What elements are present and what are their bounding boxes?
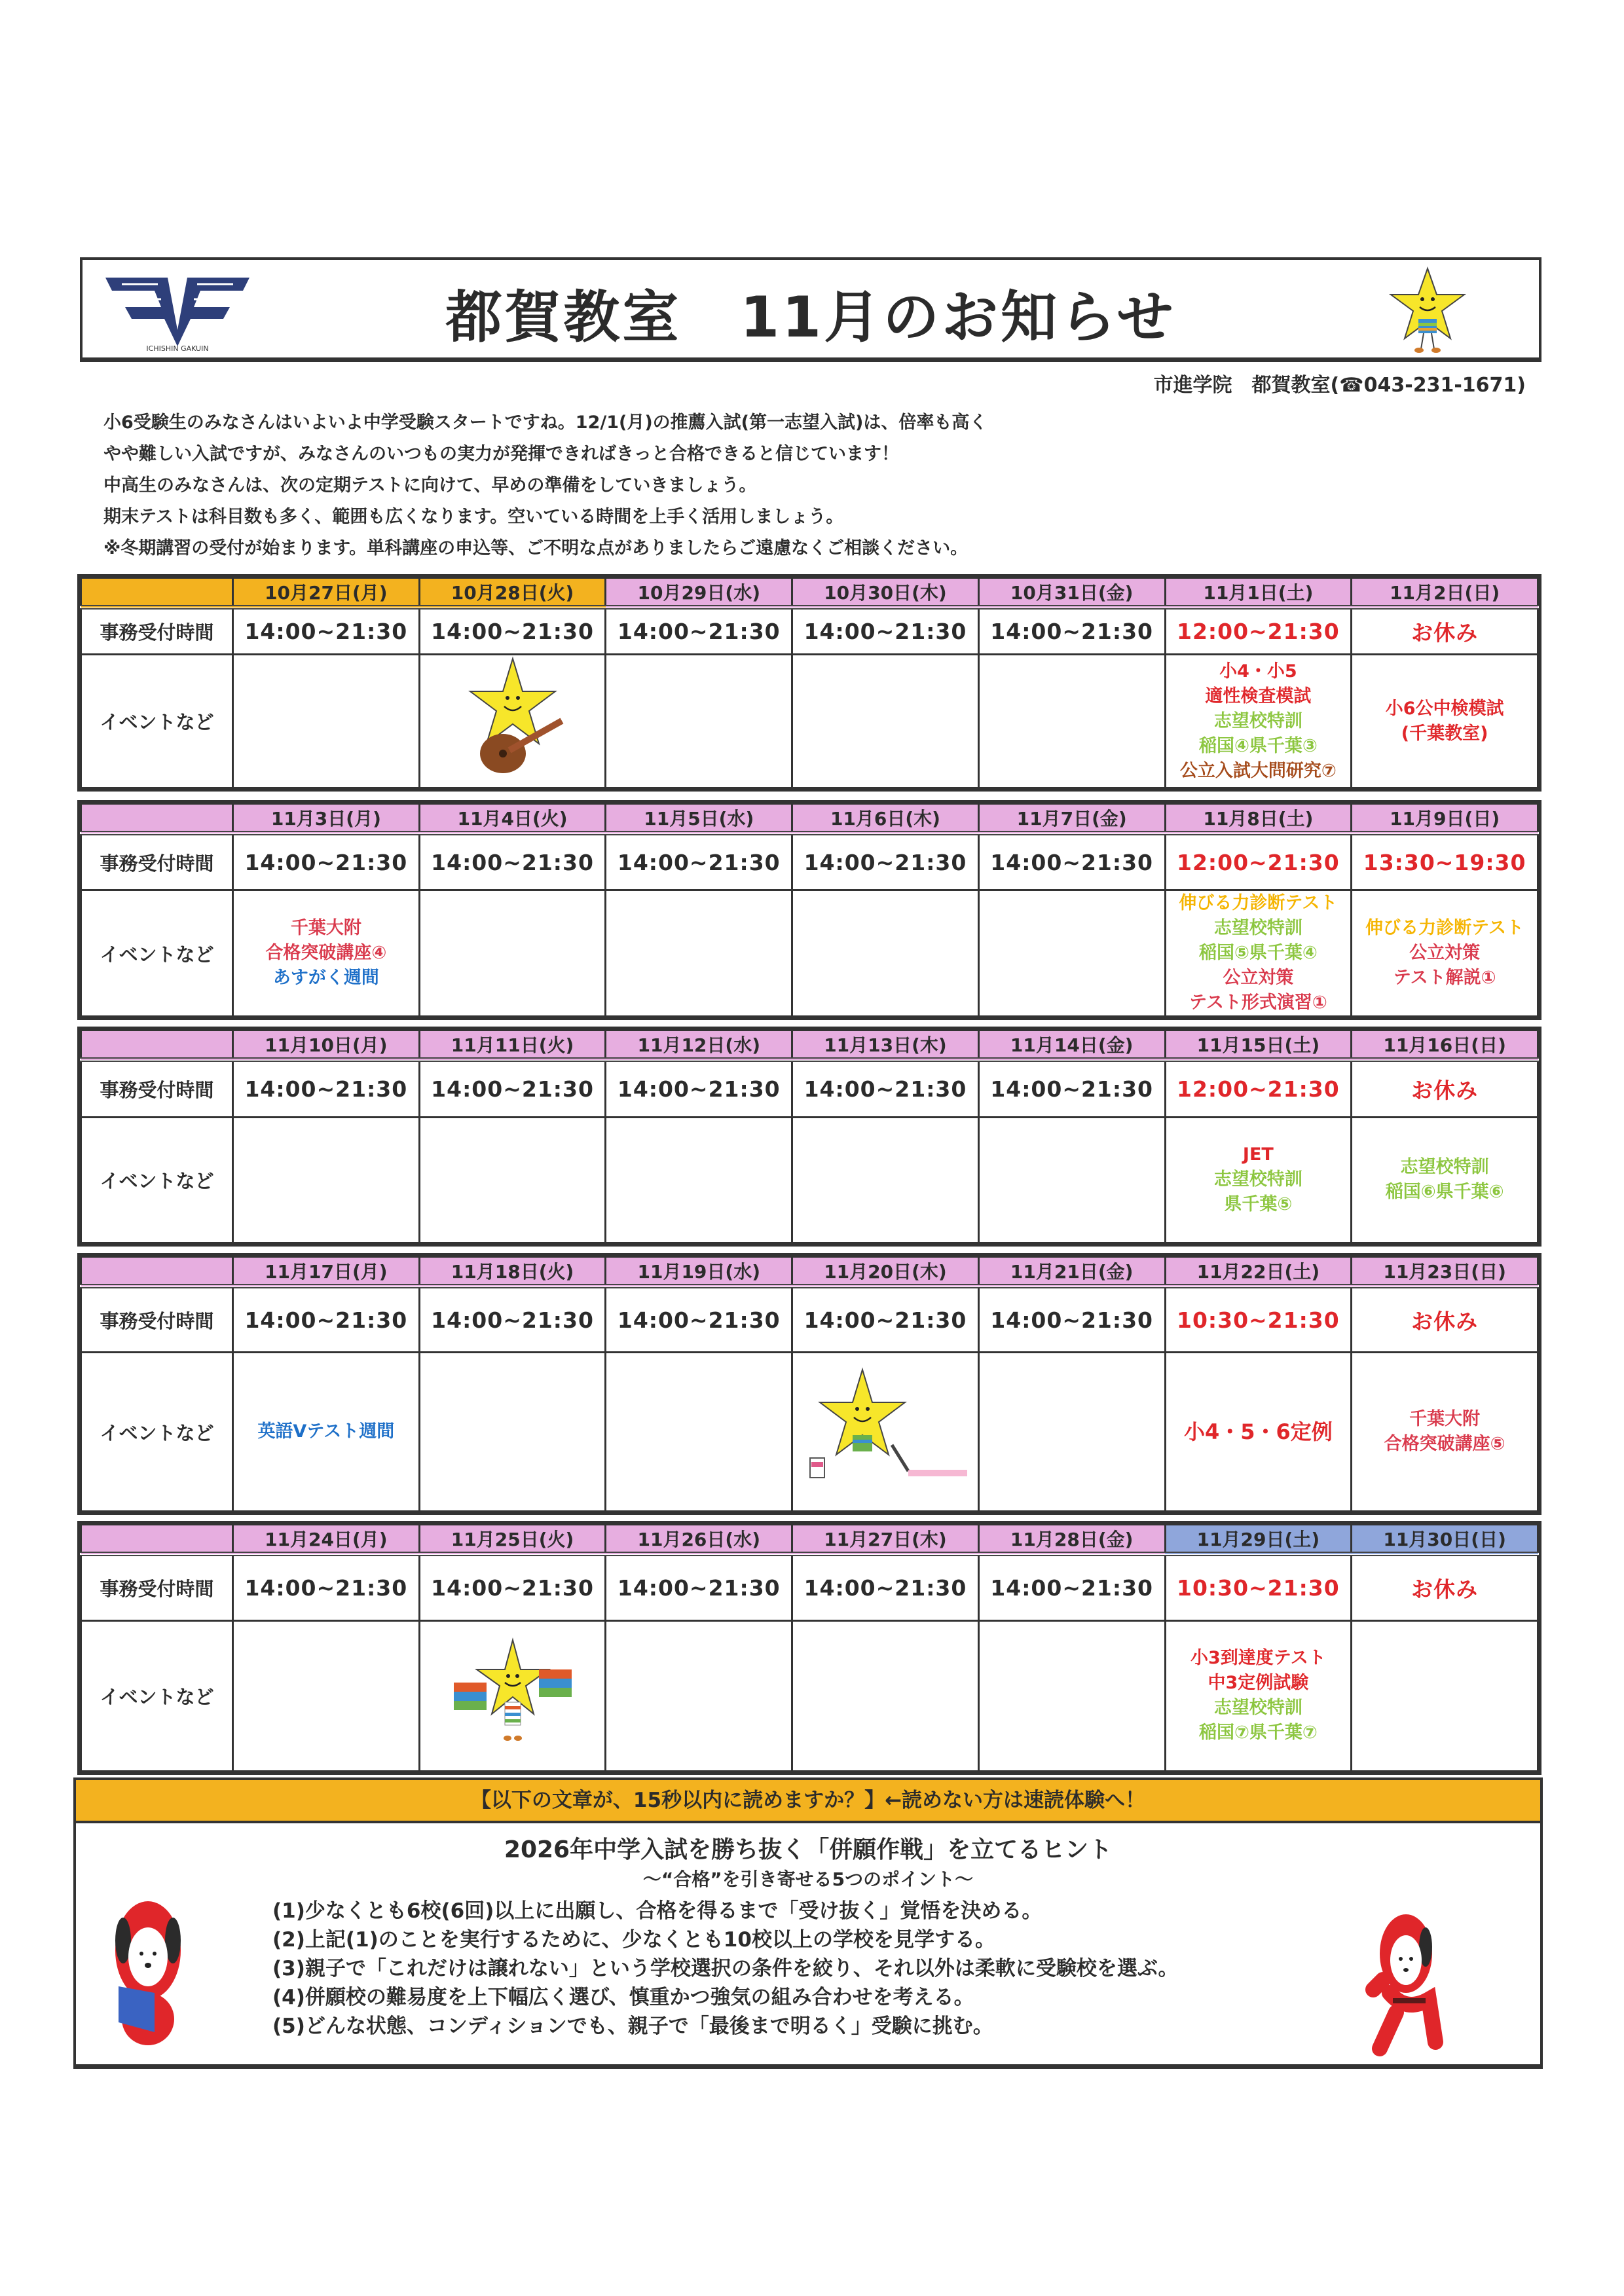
event-item: 伸びる力診断テスト (1365, 918, 1524, 938)
day-header: 11月18日(火) (419, 1257, 606, 1286)
event-item: 合格突破講座⑤ (1384, 1434, 1505, 1455)
day-header: 11月16日(日) (1352, 1030, 1538, 1060)
office-hours-cell: 13:30~19:30 (1352, 833, 1538, 890)
week-block (77, 574, 1541, 792)
office-hours-label: 事務受付時間 (81, 833, 233, 890)
office-hours-cell: お休み (1352, 608, 1538, 655)
day-header: 11月24日(月) (233, 1525, 420, 1554)
office-hours-cell: お休み (1352, 1286, 1538, 1353)
strategy-point: (5)どんな状態、コンディションでも、親子で「最後まで明るく」受験に挑む。 (272, 2014, 993, 2038)
page-title: 都賀教室 11月のお知らせ (445, 285, 1176, 350)
office-hours-cell: 14:00~21:30 (606, 833, 792, 890)
corner-cell (81, 804, 233, 833)
office-hours-cell: 14:00~21:30 (419, 833, 606, 890)
event-item: 英語Vテスト週間 (257, 1421, 395, 1442)
day-header: 11月19日(水) (606, 1257, 792, 1286)
event-item: 小4・小5 (1219, 661, 1297, 682)
event-item: JET (1242, 1144, 1274, 1165)
intro-message (103, 407, 1511, 564)
office-hours-label: 事務受付時間 (81, 1286, 233, 1353)
events-cell (978, 1117, 1165, 1243)
day-header: 11月27日(木) (792, 1525, 979, 1554)
day-header: 11月11日(火) (419, 1030, 606, 1060)
day-header: 11月1日(土) (1165, 578, 1352, 608)
event-item: 稲国⑦県千葉⑦ (1199, 1722, 1318, 1743)
day-header: 11月5日(水) (606, 804, 792, 833)
day-header: 11月28日(金) (978, 1525, 1165, 1554)
day-header: 11月21日(金) (978, 1257, 1165, 1286)
events-cell (233, 655, 420, 788)
events-cell (792, 1353, 979, 1512)
star-mascot-icon (1388, 265, 1467, 357)
day-header: 11月6日(木) (792, 804, 979, 833)
office-hours-cell: 14:00~21:30 (606, 1286, 792, 1353)
day-header: 11月4日(火) (419, 804, 606, 833)
events-cell (1352, 890, 1538, 1017)
events-cell (606, 1117, 792, 1243)
office-hours-cell: 14:00~21:30 (606, 1060, 792, 1118)
office-hours-cell: 14:00~21:30 (792, 833, 979, 890)
strategy-point: (4)併願校の難易度を上下幅広く選び、慎重かつ強気の組み合わせを考える。 (272, 1986, 974, 2009)
office-hours-cell: 12:00~21:30 (1165, 833, 1352, 890)
star-guitar-icon (457, 655, 568, 787)
day-header: 10月27日(月) (233, 578, 420, 608)
office-hours-cell: 14:00~21:30 (978, 608, 1165, 655)
strategy-point: (2)上記(1)のことを実行するために、少なくとも10校以上の学校を見学する。 (272, 1928, 995, 1952)
corner-cell (81, 1257, 233, 1286)
events-cell (1165, 1117, 1352, 1243)
events-cell (419, 890, 606, 1017)
intro-line: 期末テストは科目数も多く、範囲も広くなります。空いている時間を上手く活用しましょう。 (103, 507, 844, 527)
day-header: 11月20日(木) (792, 1257, 979, 1286)
event-item: 伸びる力診断テスト (1179, 893, 1338, 913)
day-header: 11月9日(日) (1352, 804, 1538, 833)
event-item: 志望校特訓 (1400, 1157, 1489, 1178)
day-header: 11月14日(金) (978, 1030, 1165, 1060)
event-item: 小3到達度テスト (1190, 1648, 1326, 1669)
events-cell (792, 1117, 979, 1243)
event-item: (千葉教室) (1401, 723, 1488, 744)
event-item: 千葉大附 (1409, 1409, 1481, 1430)
events-label: イベントなど (81, 890, 233, 1017)
dog-mascot-reading-icon (109, 1895, 194, 2049)
office-hours-cell: 14:00~21:30 (419, 1286, 606, 1353)
day-header: 10月29日(水) (606, 578, 792, 608)
event-item: 稲国⑥県千葉⑥ (1385, 1182, 1504, 1203)
events-cell (419, 655, 606, 788)
office-hours-cell: 12:00~21:30 (1165, 1060, 1352, 1118)
corner-cell (81, 1525, 233, 1554)
events-cell (1165, 1353, 1352, 1512)
events-cell (419, 1620, 606, 1771)
speed-reading-title: 2026年中学入試を勝ち抜く「併願作戦」を立てるヒント (504, 1836, 1113, 1863)
events-label: イベントなど (81, 655, 233, 788)
event-item: 中3定例試験 (1208, 1673, 1309, 1694)
event-item: 志望校特訓 (1213, 710, 1302, 731)
events-cell (1165, 890, 1352, 1017)
day-header: 11月13日(木) (792, 1030, 979, 1060)
event-item: 合格突破講座④ (265, 943, 387, 963)
event-item: テスト形式演習① (1189, 993, 1327, 1013)
school-contact: 市進学院 都賀教室(☎043-231-1671) (1153, 374, 1526, 397)
event-item: あすがく週間 (272, 968, 379, 988)
event-item: 小6公中検模試 (1385, 698, 1504, 719)
office-hours-cell: 14:00~21:30 (792, 1060, 979, 1118)
strategy-points-list (272, 1897, 1179, 2041)
events-cell (1165, 655, 1352, 788)
event-item: 志望校特訓 (1213, 1169, 1302, 1190)
office-hours-cell: 14:00~21:30 (978, 1060, 1165, 1118)
event-item: 公立対策 (1409, 943, 1481, 963)
day-header: 11月17日(月) (233, 1257, 420, 1286)
event-item: 小4・5・6定例 (1183, 1419, 1333, 1445)
office-hours-cell: 14:00~21:30 (233, 1060, 420, 1118)
event-item: 稲国④県千葉③ (1199, 735, 1318, 756)
day-header: 11月3日(月) (233, 804, 420, 833)
events-label: イベントなど (81, 1353, 233, 1512)
office-hours-cell: 14:00~21:30 (792, 1554, 979, 1621)
office-hours-cell: 14:00~21:30 (606, 608, 792, 655)
events-cell (606, 655, 792, 788)
office-hours-cell: 14:00~21:30 (233, 833, 420, 890)
day-header: 10月28日(火) (419, 578, 606, 608)
events-cell (792, 655, 979, 788)
page-header (80, 257, 1541, 362)
events-cell (419, 1353, 606, 1512)
day-header: 11月29日(土) (1165, 1525, 1352, 1554)
events-cell (1352, 1117, 1538, 1243)
events-cell (978, 1353, 1165, 1512)
day-header: 11月12日(水) (606, 1030, 792, 1060)
office-hours-cell: 10:30~21:30 (1165, 1554, 1352, 1621)
event-item: 適性検査模試 (1205, 685, 1312, 706)
office-hours-cell: 14:00~21:30 (978, 1286, 1165, 1353)
week-block (77, 1253, 1541, 1515)
office-hours-cell: 12:00~21:30 (1165, 608, 1352, 655)
office-hours-label: 事務受付時間 (81, 1554, 233, 1621)
office-hours-cell: 14:00~21:30 (233, 608, 420, 655)
dog-mascot-ninja-icon (1363, 1908, 1449, 2062)
day-header: 11月30日(日) (1352, 1525, 1538, 1554)
events-cell (978, 1620, 1165, 1771)
office-hours-cell: お休み (1352, 1554, 1538, 1621)
events-cell (606, 890, 792, 1017)
week-block (77, 800, 1541, 1020)
events-cell (978, 890, 1165, 1017)
office-hours-cell: 14:00~21:30 (978, 833, 1165, 890)
event-item: 稲国⑤県千葉④ (1199, 943, 1318, 963)
day-header: 11月10日(月) (233, 1030, 420, 1060)
event-item: 千葉大附 (290, 918, 361, 938)
events-cell (1352, 655, 1538, 788)
office-hours-cell: 14:00~21:30 (233, 1286, 420, 1353)
events-cell (792, 1620, 979, 1771)
office-hours-cell: 14:00~21:30 (792, 1286, 979, 1353)
office-hours-cell: 14:00~21:30 (792, 608, 979, 655)
event-item: 公立入試大問研究⑦ (1179, 760, 1337, 781)
day-header: 11月7日(金) (978, 804, 1165, 833)
event-item: 県千葉⑤ (1224, 1194, 1293, 1215)
events-cell (606, 1620, 792, 1771)
day-header: 11月22日(土) (1165, 1257, 1352, 1286)
office-hours-cell: 14:00~21:30 (419, 608, 606, 655)
office-hours-cell: お休み (1352, 1060, 1538, 1118)
events-label: イベントなど (81, 1620, 233, 1771)
office-hours-cell: 14:00~21:30 (606, 1554, 792, 1621)
day-header: 11月25日(火) (419, 1525, 606, 1554)
strategy-point: (1)少なくとも6校(6回)以上に出願し、合格を得るまで「受け抜く」覚悟を決める。 (272, 1899, 1043, 1923)
day-header: 10月31日(金) (978, 578, 1165, 608)
svg-text:ICHISHIN GAKUIN: ICHISHIN GAKUIN (146, 344, 209, 353)
day-header: 11月23日(日) (1352, 1257, 1538, 1286)
office-hours-cell: 14:00~21:30 (233, 1554, 420, 1621)
star-books-icon (447, 1637, 578, 1755)
events-cell (1165, 1620, 1352, 1771)
office-hours-cell: 14:00~21:30 (978, 1554, 1165, 1621)
event-item: 志望校特訓 (1213, 918, 1302, 938)
events-cell (233, 1117, 420, 1243)
speed-reading-subtitle: ～“合格”を引き寄せる5つのポイント～ (642, 1868, 974, 1890)
intro-line: 小6受験生のみなさんはいよいよ中学受験スタートですね。12/1(月)の推薦入試(第一志望入試)は、倍率も高く (103, 412, 987, 433)
office-hours-label: 事務受付時間 (81, 1060, 233, 1118)
events-label: イベントなど (81, 1117, 233, 1243)
corner-cell (81, 1030, 233, 1060)
office-hours-cell: 10:30~21:30 (1165, 1286, 1352, 1353)
speed-reading-banner[interactable]: 【以下の文章が、15秒以内に読めますか？】←読めない方は速読体験へ！ (76, 1780, 1540, 1823)
event-item: テスト解説① (1393, 968, 1496, 988)
week-block (77, 1521, 1541, 1775)
day-header: 11月26日(水) (606, 1525, 792, 1554)
star-paint-icon (800, 1366, 970, 1498)
office-hours-cell: 14:00~21:30 (419, 1060, 606, 1118)
intro-line: やや難しい入試ですが、みなさんのいつもの実力が発揮できればきっと合格できると信じています！ (103, 444, 899, 464)
events-cell (1352, 1353, 1538, 1512)
strategy-point: (3)親子で「これだけは譲れない」という学校選択の条件を絞り、それ以外は柔軟に受験校を選ぶ。 (272, 1957, 1179, 1980)
intro-line: 中高生のみなさんは、次の定期テストに向けて、早めの準備をしていきましょう。 (103, 475, 757, 496)
event-item: 公立対策 (1223, 968, 1294, 988)
week-block (77, 1027, 1541, 1247)
events-cell (1352, 1620, 1538, 1771)
day-header: 11月15日(土) (1165, 1030, 1352, 1060)
day-header: 10月30日(木) (792, 578, 979, 608)
events-cell (792, 890, 979, 1017)
events-cell (233, 1353, 420, 1512)
events-cell (606, 1353, 792, 1512)
event-item: 志望校特訓 (1213, 1698, 1302, 1719)
events-cell (419, 1117, 606, 1243)
corner-cell (81, 578, 233, 608)
events-cell (233, 890, 420, 1017)
day-header: 11月8日(土) (1165, 804, 1352, 833)
events-cell (978, 655, 1165, 788)
office-hours-cell: 14:00~21:30 (419, 1554, 606, 1621)
day-header: 11月2日(日) (1352, 578, 1538, 608)
intro-line: ※冬期講習の受付が始まります。単科講座の申込等、ご不明な点がありましたらご遠慮なくご相談ください。 (103, 538, 969, 558)
speed-reading-section (73, 1777, 1543, 2069)
office-hours-label: 事務受付時間 (81, 608, 233, 655)
events-cell (233, 1620, 420, 1771)
